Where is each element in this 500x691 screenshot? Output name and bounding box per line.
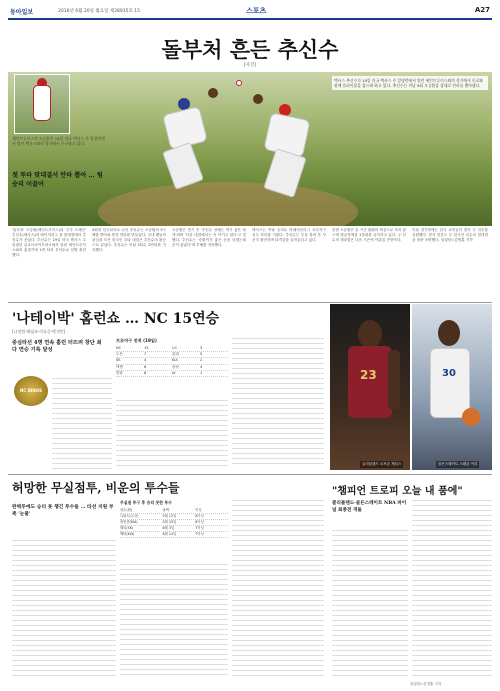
masthead-brand[interactable]: 동아일보	[10, 9, 34, 16]
table-row: 양현종(KIA) 5월 25일 8이닝	[120, 520, 228, 526]
table-title: 프로야구 전적 (19일)	[116, 338, 157, 343]
fielder-left	[148, 88, 228, 208]
table-row: 헥터(KIA) 6월 14일 7이닝	[120, 532, 228, 538]
basketball-photo-curry: 30	[412, 304, 492, 470]
pitchers-table	[120, 500, 228, 538]
page-number: A27	[474, 6, 490, 14]
photo-caption-curry: 골든스테이트 스테픈 커리	[438, 462, 478, 466]
body-story4-b	[412, 500, 492, 678]
inset-photo-pitcher	[14, 74, 70, 134]
scores-table	[116, 338, 228, 377]
table-row: 선수(팀) 날짜 이닝	[120, 508, 228, 514]
table-row: 켈리(SK) 6월 3일 7이닝	[120, 526, 228, 532]
body-column: 오승환은 경기 후 '추신수 선배는 역시 좋은 타자'라며 '다음 대결에서는 꼭 이기고 싶다'고 말했다. 추신수는 '승환이가 좋은 공을 던졌는데 운이 좋았다'며 후배를 격려했다.	[172, 228, 246, 247]
section-divider	[8, 474, 492, 475]
body-column: 이날 경기장에는 한국 교민들이 찾아 두 선수를 응원했다. 현지 언론도 두 한국인 선수의 맞대결을 집중 조명했다. 알링턴=김영훈 기자	[412, 228, 488, 242]
table-row: 한화 8 kt 1	[116, 371, 228, 377]
headline-story2[interactable]: '나테이박' 홈런쇼 … NC 15연승	[12, 311, 220, 327]
issue-date: 2016년 6월 20일 월요일 제28935호 15	[58, 9, 141, 14]
photo-caption-lebron: 클리블랜드 르브론 제임스	[362, 462, 402, 466]
body-column: 한편 오승환은 올 시즌 불펜의 핵심으로 자리 잡으며 평균자책점 1점대를 유지하고 있다. 두 선수의 재대결은 다음 시즌에 이뤄질 전망이다.	[332, 228, 406, 242]
headline-story4[interactable]: "챔피언 트로피 오늘 내 품에"	[332, 486, 463, 497]
headline-story1[interactable]: 돌부처 흔든 추신수	[161, 37, 339, 62]
fielder-right	[243, 92, 333, 212]
body-column: 텍사스는 이날 승리로 아메리칸리그 서부지구 선두 자리를 지켰다. 추신수는 부상 복귀 후 꾸준히 출전하며 타격감을 끌어올리고 있다.	[252, 228, 326, 242]
table-row: 니퍼트(두산) 5월 12일 8이닝	[120, 514, 228, 520]
body-story2-mid	[116, 400, 228, 468]
body-story3-b	[120, 564, 228, 678]
byline-story1: [사진]	[243, 63, 257, 68]
nc-dinos-logo: NC DINOS	[14, 376, 48, 406]
basketball-photo-lebron: 23	[330, 304, 410, 470]
byline-story2: [나성범·테임즈·이호준·박석민]	[12, 329, 66, 334]
body-story2-left	[52, 378, 112, 470]
body-story3	[12, 540, 116, 678]
author-credit: 알링턴=김영훈 기자	[410, 682, 442, 686]
headline-story3[interactable]: 허망한 무실점투, 비운의 투수들	[12, 481, 180, 495]
baseball-icon	[236, 80, 242, 86]
page-header	[8, 6, 492, 20]
body-column: 9회말 선두타자로 나선 추신수는 오승환의 3구째를 받아쳐 중전 안타를 만들었다. 국내 팬들의 관심을 모은 한국인 투타 대결은 추신수의 완승으로 끝났다. 추신수는 이날 5타수 2안타를 기록했다.	[92, 228, 166, 252]
photo-caption-right: 텍사스 추신수가 19일 미국 텍사스 주 알링턴에서 열린 세인트루이스와의 경기에서 동료와 함께 플라이볼을 잡으려 하고 있다. 추신수는 이날 9회 오승환을 상대로 안타를 뽑아냈다.	[332, 76, 488, 90]
body-story1	[12, 228, 488, 298]
subhead-story2: 중심타선 4명 연속 홈런 터뜨려 창단 최다 연승 기록 달성	[12, 340, 102, 354]
table-title: 무실점 투구 후 승리 못한 투수	[120, 500, 172, 505]
table-row: 두산 7 롯데 5	[116, 352, 228, 358]
table-row: 넥센 6 삼성 4	[116, 365, 228, 371]
subhead-story1: 첫 투타 맞대결서 안타 뽑아 … 팀 승리 이끌어	[12, 172, 103, 188]
section-divider	[8, 302, 492, 303]
photo-caption-left: 세인트루이스의 오승환이 19일 미국 텍사스 주 알링턴에서 열린 텍사스와의 경기에서 투구하고 있다.	[12, 136, 105, 147]
body-story3-c	[232, 500, 324, 678]
body-column: '돌부처' 오승환(세인트루이스)과 '추추 트레인' 추신수(텍사스)의 메이저리그 첫 맞대결에서 추신수가 웃었다. 추신수는 19일 미국 텍사스 주 알링턴 글로브라이프파크에서 열린 세인트루이스와의 홈경기에 1번 타자 우익수로 선발 출전했다.	[12, 228, 86, 257]
subhead-story4: 클리블랜드·골든스테이트 NBA 파이널 최종전 격돌	[332, 501, 407, 513]
basketball-icon	[462, 408, 480, 426]
section-title: 스포츠	[246, 7, 267, 15]
subhead-story3: 완벽투에도 승리 못 챙긴 투수들 … 타선 지원 부족 '눈물'	[12, 504, 114, 517]
body-story4	[332, 530, 408, 678]
table-row: SK 4 KIA 2	[116, 358, 228, 364]
baseball-photo	[8, 72, 492, 226]
table-row: NC 15 LG 3	[116, 346, 228, 352]
body-story2	[232, 338, 324, 468]
